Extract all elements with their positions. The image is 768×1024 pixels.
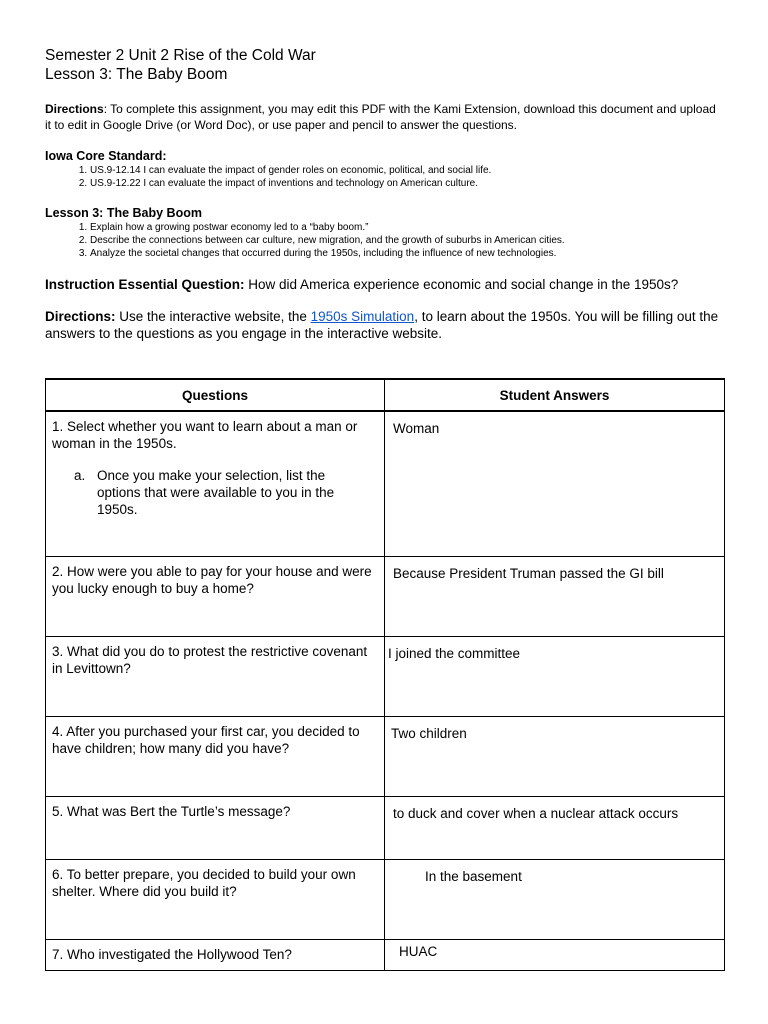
table-row [46, 796, 725, 859]
lesson-objectives-heading: Lesson 3: The Baby Boom [45, 206, 202, 220]
question-cell: 5. What was Bert the Turtle’s message? [46, 796, 385, 859]
table-row [46, 411, 725, 556]
sub-question-marker: a. [74, 468, 86, 483]
table-row [46, 636, 725, 716]
lesson-title: Lesson 3: The Baby Boom [45, 66, 228, 83]
question-cell [46, 411, 385, 556]
answer-text: In the basement [425, 868, 522, 884]
document-page [45, 46, 725, 342]
answers-column-header: Student Answers [385, 379, 725, 411]
table-row [46, 859, 725, 939]
question-cell: 6. To better prepare, you decided to build your own shelter. Where did you build it? [46, 859, 385, 939]
list-item: 3. Analyze the societal changes that occurred during the 1950s, including the influence of new technologies. [90, 247, 725, 260]
essential-question-label: Instruction Essential Question: [45, 277, 245, 292]
iowa-standard-list [45, 164, 725, 190]
questions-column-header: Questions [46, 379, 385, 411]
answer-cell[interactable] [385, 636, 725, 716]
directions-text: : To complete this assignment, you may edit this PDF with the Kami Extension, download this document and upload it to edit in Google Drive (or Word Doc), or use paper and pencil to answer the questions. [45, 102, 716, 132]
answer-text: Two children [391, 725, 467, 741]
table-header-row [46, 379, 725, 411]
directions-paragraph [45, 101, 725, 133]
iowa-standard-heading: Iowa Core Standard: [45, 149, 167, 163]
essential-question [45, 276, 725, 293]
table-row [46, 556, 725, 636]
sub-question-text: Once you make your selection, list the options that were available to you in the 1950s. [97, 468, 335, 517]
question-cell: 4. After you purchased your first car, you decided to have children; how many did you have? [46, 716, 385, 796]
simulation-directions [45, 308, 725, 342]
answer-cell[interactable] [385, 716, 725, 796]
sub-question [52, 467, 378, 518]
list-item: 1. Explain how a growing postwar economy led to a “baby boom.” [90, 221, 725, 234]
answer-text: HUAC [399, 943, 438, 959]
table-row [46, 939, 725, 970]
list-item: 2. Describe the connections between car culture, new migration, and the growth of suburbs in American cities. [90, 234, 725, 247]
answer-cell[interactable] [385, 796, 725, 859]
essential-question-text: How did America experience economic and social change in the 1950s? [244, 277, 679, 292]
question-cell: 2. How were you able to pay for your house and were you lucky enough to buy a home? [46, 556, 385, 636]
answer-cell[interactable] [385, 556, 725, 636]
answer-cell[interactable] [385, 939, 725, 970]
answer-text: Because President Truman passed the GI bill [393, 565, 664, 581]
simulation-link[interactable]: 1950s Simulation [310, 309, 415, 324]
answer-text: to duck and cover when a nuclear attack occurs [393, 805, 679, 821]
directions-label: Directions [45, 102, 104, 116]
answer-cell[interactable] [385, 859, 725, 939]
answer-cell[interactable] [385, 411, 725, 556]
list-item: 2. US.9-12.22 I can evaluate the impact of inventions and technology on American culture. [90, 177, 725, 190]
question-text: 1. Select whether you want to learn about a man or woman in the 1950s. [52, 419, 358, 451]
simulation-directions-text-end: , to learn about the 1950s. You will be filling out the answers to the questions as you engage in the interactive website. [45, 309, 719, 341]
question-cell: 7. Who investigated the Hollywood Ten? [46, 939, 385, 970]
table-row [46, 716, 725, 796]
unit-title: Semester 2 Unit 2 Rise of the Cold War [45, 47, 316, 64]
question-answer-table [45, 378, 725, 971]
answer-text: Woman [393, 421, 440, 436]
simulation-directions-text: Use the interactive website, the [115, 309, 311, 324]
simulation-directions-label: Directions: [45, 309, 116, 324]
question-cell: 3. What did you do to protest the restrictive covenant in Levittown? [46, 636, 385, 716]
lesson-objectives-list [45, 221, 725, 260]
answer-text: I joined the committee [388, 645, 521, 661]
list-item: 1. US.9-12.14 I can evaluate the impact of gender roles on economic, political, and social life. [90, 164, 725, 177]
